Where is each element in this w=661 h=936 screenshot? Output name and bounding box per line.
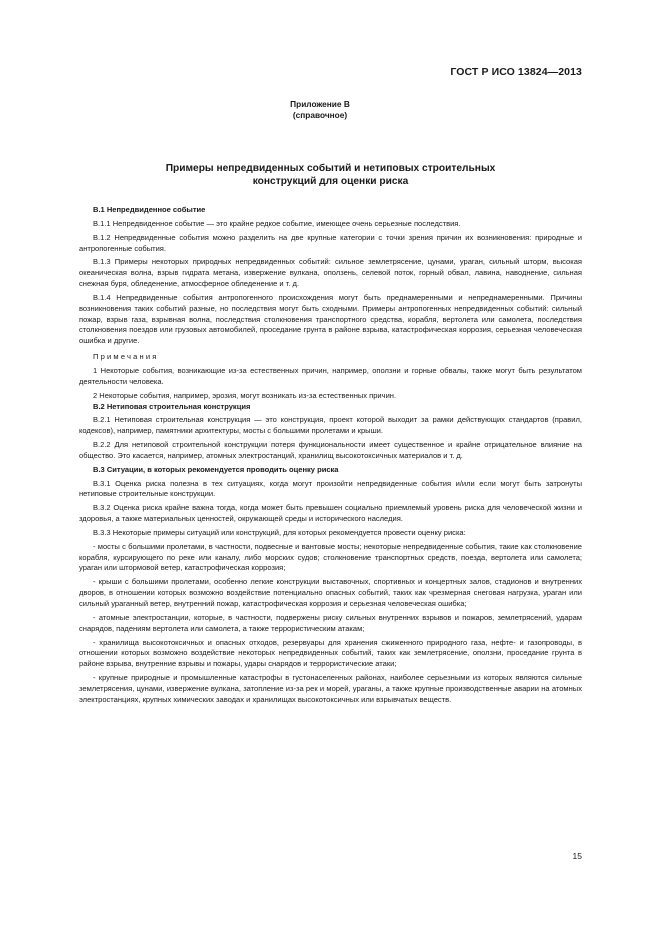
paragraph-b3-3: В.3.3 Некоторые примеры ситуаций или конструкций, для которых рекомендуется провести оценку риска: xyxy=(93,527,466,537)
paragraph-b1-3: В.1.3 Примеры некоторых природных непредвиденных событий: сильное землетрясение, цунами, ураган, сильный шторм, высокая океаническая волна, взрыв гидрата метана, извержение вулкана, оползень, селевой поток, горный обвал, лавина, наводнение, сильная снежная буря, обледенение, атмосферное обледенение и т. д. xyxy=(79,257,582,289)
list-item-nuclear-plants: - атомные электростанции, которые, в частности, подвержены риску сильных внутренних взрывов и пожаров, землетрясений, ударам снарядов, падениям вертолета или самолета, а также террористическим атакам; xyxy=(79,612,582,633)
section-heading-b3: В.3 Ситуации, в которых рекомендуется проводить оценку риска xyxy=(93,464,339,474)
list-item-storage: - хранилища высокотоксичных и опасных отходов, резервуары для хранения сжиженного природного газа, нефте- и газопроводы, в отношении которых возможно воздействие некоторых непредвиденных событий, таких как землетрясение, оползни, проседание грунта в районе взрыва, внутренние взрывы и пожары, удары снарядов и террористические атаки; xyxy=(79,637,582,669)
title-line-2: конструкций для оценки риска xyxy=(252,176,409,187)
note-1: 1 Некоторые события, возникающие из-за естественных причин, например, оползни и горные обвалы, также могут быть результатом деятельности человека. xyxy=(79,365,582,386)
annex-heading xyxy=(0,99,640,121)
section-heading-b1: В.1 Непредвиденное событие xyxy=(93,205,206,214)
paragraph-b1-4: В.1.4 Непредвиденные события антропогенного происхождения могут быть преднамеренными и непреднамеренными. Причины возникновения таких событий разные, но последствия могут быть сходными. Примеры антропогенных непредвиденных событий: сильный пожар, взрыв газа, взрывная волна, последствия столкновения транспортного средства, корабля, вертолета или самолета, последствия столкновения поездов или грузовых автомобилей, проседание грунта в районе взрыва, катастрофическая коррозия, серьезная человеческая ошибка и другие. xyxy=(79,292,582,346)
paragraph-b3-1: В.3.1 Оценка риска полезна в тех ситуациях, когда могут произойти непредвиденные события и/или если могут быть затронуты нетиповые строительные конструкции. xyxy=(79,478,582,499)
annex-name: Приложение В xyxy=(290,99,350,109)
title-line-1: Примеры непредвиденных событий и нетиповых строительных xyxy=(165,163,496,174)
paragraph-b2-2: В.2.2 Для нетиповой строительной конструкции потеря функциональности имеет существенное и крайне отрицательное влияние на общество. Это касается, например, атомных электростанций, хранилищ высокотоксичных материалов и т. д. xyxy=(79,440,582,460)
list-item-roofs: - крыши с большими пролетами, особенно легкие конструкции выставочных, спортивных и концертных залов, стадионов и внутренних дворов, в отношении которых возможно воздействие потенциально опасных событий, таких как чрезмерная снеговая нагрузка, ураган или сильный ураганный ветер, внутренний пожар, катастрофическая коррозия и серьезная человеческая ошибка; xyxy=(79,577,582,608)
page-number: 15 xyxy=(572,851,582,861)
annex-type: (справочное) xyxy=(292,110,348,120)
note-2: 2 Некоторые события, например, эрозия, могут возникать из-за естественных причин. xyxy=(93,390,397,400)
list-item-bridges: - мосты с большими пролетами, в частности, подвесные и вантовые мосты; некоторые непредвиденные события, такие как столкновение корабля, курсирующего по реке или каналу, либо морских судов; столкновение транспортных средств, поезда, вертолета или самолета; ураган или штормовой ветер, катастрофическая коррозия; xyxy=(79,541,582,573)
paragraph-b2-1: В.2.1 Нетиповая строительная конструкция — это конструкция, проект которой выходит за рамки действующих стандартов (правил, кодексов), например, памятники архитектуры, мосты с большими пролетами и крыши. xyxy=(79,415,582,436)
standard-header: ГОСТ Р ИСО 13824—2013 xyxy=(450,66,582,78)
section-heading-b2: В.2 Нетиповая строительная конструкция xyxy=(93,401,251,411)
paragraph-b1-1: В.1.1 Непредвиденное событие — это крайне редкое событие, имеющее очень серьезные последствия. xyxy=(93,218,461,228)
annex-body xyxy=(79,205,582,706)
paragraph-b3-2: В.3.2 Оценка риска крайне важна тогда, когда может быть превышен социально приемлемый уровень риска для человеческой жизни и здоровья, а также материальных ценностей, окружающей среды и исторического наследия. xyxy=(79,503,582,524)
annex-title xyxy=(0,162,661,188)
notes-heading: Примечания xyxy=(93,352,159,362)
list-item-catastrophes: - крупные природные и промышленные катастрофы в густонаселенных районах, наиболее серьезными из которых являются сильные землетрясения, цунами, извержение вулкана, затопление из-за рек и морей, ураганы, а также крупные производственные аварии на атомных электростанциях, крупных химических заводах и хранилищах высокотоксичных или взрывчатых веществ. xyxy=(79,673,582,704)
paragraph-b1-2: В.1.2 Непредвиденные события можно разделить на две крупные категории с точки зрения причин их возникновения: природные и антропогенные события. xyxy=(79,232,582,253)
